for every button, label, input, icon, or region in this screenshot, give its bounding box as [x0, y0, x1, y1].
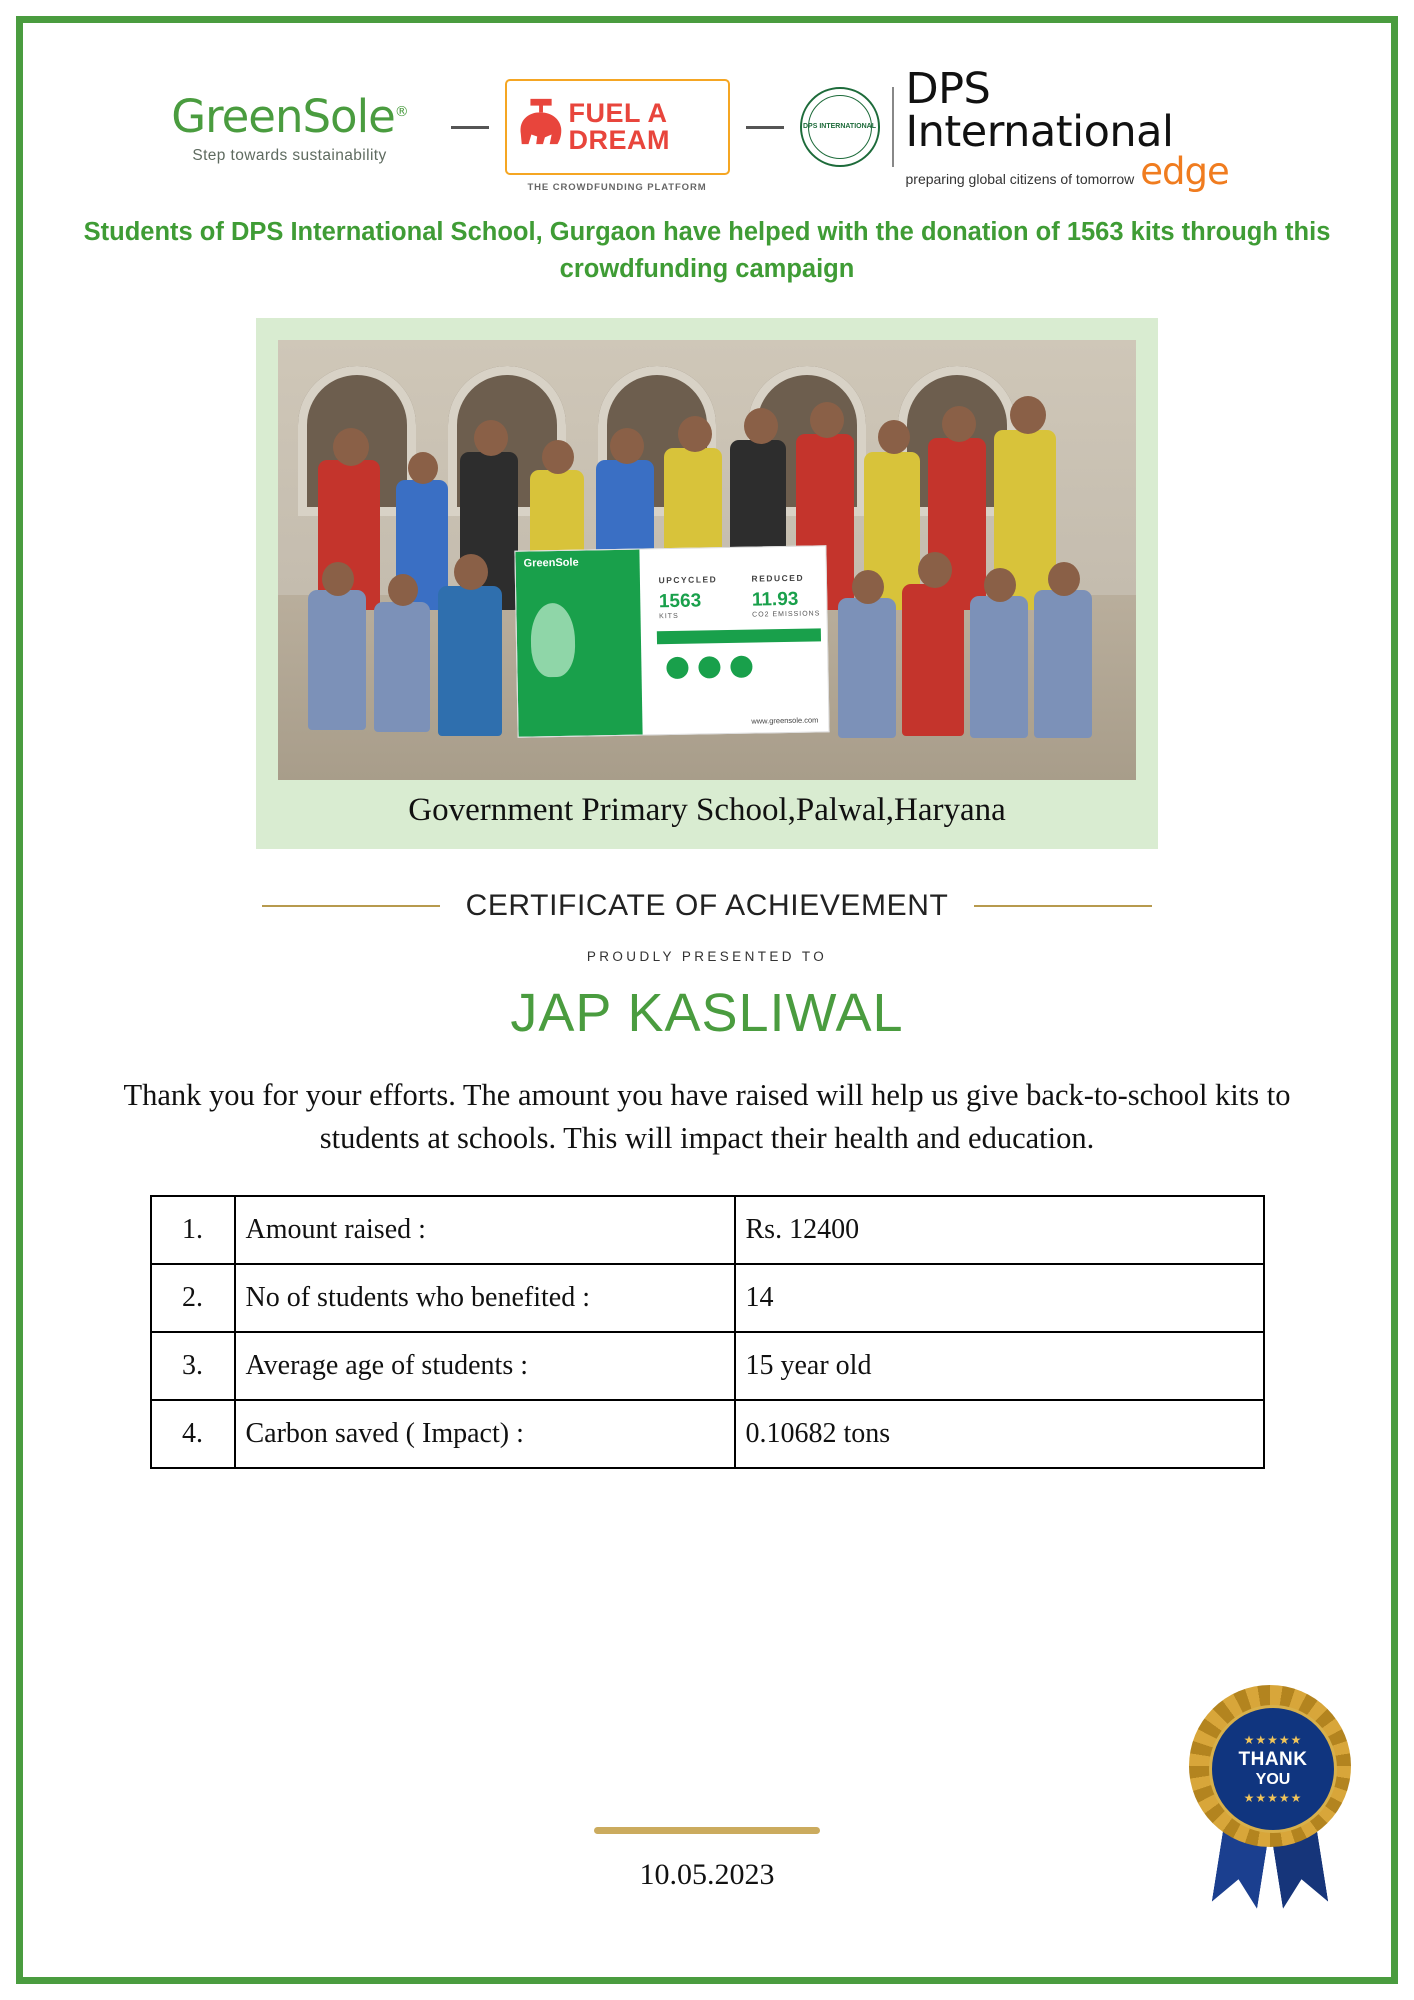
dps-edge-mark: edge — [1140, 149, 1229, 193]
logo-separator-dash-icon-2 — [746, 126, 784, 129]
details-table — [150, 1195, 1265, 1469]
photo-person-head — [678, 416, 712, 452]
banner-icon-1 — [666, 657, 688, 679]
photo-child-head — [322, 562, 354, 596]
photo-person-head — [744, 408, 778, 444]
photo-child — [902, 584, 964, 736]
certificate-message: Thank you for your efforts. The amount you have raised will help us give back-to-school kits to students at schools. This will impact their health and education. — [123, 1077, 1291, 1156]
issue-date: 10.05.2023 — [639, 1858, 775, 1891]
certificate-title-row — [30, 889, 1384, 923]
dps-crest-icon — [800, 87, 880, 167]
table-row — [151, 1400, 1264, 1468]
photo-child — [308, 590, 366, 730]
fad-line1: FUEL A — [568, 98, 668, 128]
photo-person-head — [878, 420, 910, 454]
dps-logo — [800, 63, 1270, 193]
row-label: Average age of students : — [235, 1332, 735, 1400]
banner-stat-co2 — [752, 588, 821, 618]
row-label: No of students who benefited : — [235, 1264, 735, 1332]
row-number: 1. — [151, 1196, 235, 1264]
banner-kits-label: KITS — [659, 612, 679, 621]
dps-name: DPS International — [905, 63, 1174, 157]
fuel-a-dream-logo — [505, 79, 730, 193]
photo-person-head — [333, 428, 369, 466]
photo-person-head — [810, 402, 844, 438]
title-rule-left — [262, 905, 440, 907]
photo-child-head — [852, 570, 884, 604]
photo-person-head — [474, 420, 508, 456]
photo-child-head — [918, 552, 952, 588]
seal-line1: THANK — [1238, 1749, 1308, 1770]
photo-person-head — [610, 428, 644, 464]
banner-kits-value: 1563 — [658, 590, 702, 613]
photo-panel — [256, 318, 1158, 849]
recipient-name: JAP KASLIWAL — [510, 982, 904, 1043]
banner-stat-kits — [659, 590, 702, 620]
impact-banner — [514, 545, 829, 737]
banner-icon-3 — [730, 656, 752, 678]
registered-mark-icon: ® — [394, 103, 408, 120]
photo-person-head — [942, 406, 976, 442]
photo-child — [1034, 590, 1092, 738]
fad-subtitle: THE CROWDFUNDING PLATFORM — [527, 182, 707, 193]
row-value: Rs. 12400 — [735, 1196, 1264, 1264]
photo-child — [970, 596, 1028, 738]
greensole-tagline: Step towards sustainability — [192, 146, 387, 164]
photo-person-head — [542, 440, 574, 474]
banner-icon-2 — [698, 656, 720, 678]
photo-person-head — [1010, 396, 1046, 434]
certificate-title: CERTIFICATE OF ACHIEVEMENT — [465, 888, 949, 922]
footprint-icon — [530, 603, 575, 678]
dps-tagline: preparing global citizens of tomorrow — [905, 170, 1135, 187]
fad-line2: DREAM — [568, 125, 670, 155]
greensole-name: GreenSole — [171, 89, 395, 143]
photo-caption: Government Primary School,Palwal,Haryana — [408, 791, 1006, 828]
dps-divider — [892, 87, 894, 167]
banner-co2-value: 11.93 — [751, 588, 799, 611]
banner-region-bar — [656, 628, 821, 644]
row-value: 15 year old — [735, 1332, 1264, 1400]
dps-wordmark — [905, 63, 1270, 193]
seal-inner — [1209, 1705, 1337, 1833]
row-label: Carbon saved ( Impact) : — [235, 1400, 735, 1468]
photo-child-head — [1048, 562, 1080, 596]
banner-co2-label: CO2 EMISSIONS — [752, 610, 821, 619]
thank-you-seal — [1182, 1691, 1358, 1906]
presented-to-label: PROUDLY PRESENTED TO — [586, 948, 828, 964]
greensole-logo — [145, 90, 435, 165]
campaign-photo — [278, 340, 1136, 780]
photo-child-head — [388, 574, 418, 606]
photo-person-head — [408, 452, 438, 484]
banner-header-left: UPCYCLED — [658, 574, 718, 586]
photo-child — [374, 602, 430, 732]
photo-child — [438, 586, 502, 736]
banner-icon-set — [666, 656, 752, 679]
row-value: 0.10682 tons — [735, 1400, 1264, 1468]
banner-green-panel — [515, 549, 642, 736]
table-row — [151, 1196, 1264, 1264]
seal-stars-bottom-icon: ★★★★★ — [1243, 1791, 1303, 1805]
row-number: 4. — [151, 1400, 235, 1468]
seal-badge-icon — [1195, 1691, 1345, 1841]
banner-url: www.greensole.com — [751, 715, 819, 726]
dps-crest-text: DPS INTERNATIONAL — [803, 122, 876, 130]
banner-brand: GreenSole — [523, 556, 579, 570]
title-rule-right — [974, 905, 1152, 907]
row-number: 2. — [151, 1264, 235, 1332]
banner-header-right: REDUCED — [751, 572, 805, 584]
certificate-footer — [30, 1688, 1384, 1928]
photo-child-head — [984, 568, 1016, 602]
row-value: 14 — [735, 1264, 1264, 1332]
photo-child — [838, 598, 896, 738]
table-row — [151, 1264, 1264, 1332]
row-number: 3. — [151, 1332, 235, 1400]
row-label: Amount raised : — [235, 1196, 735, 1264]
partner-logo-row — [30, 63, 1384, 193]
logo-separator-dash-icon — [451, 126, 489, 129]
date-divider — [594, 1827, 820, 1834]
greensole-wordmark — [171, 90, 408, 143]
campaign-headline: Students of DPS International School, Gurgaon have helped with the donation of 1563 kits through this crowdfunding campaign — [83, 218, 1331, 283]
fuel-a-dream-wordmark — [569, 100, 671, 154]
seal-line2: YOU — [1255, 1771, 1291, 1788]
photo-child-head — [454, 554, 488, 590]
seal-stars-top-icon: ★★★★★ — [1243, 1733, 1303, 1747]
elephant-icon — [513, 95, 571, 149]
certificate-content — [30, 30, 1384, 1970]
table-row — [151, 1332, 1264, 1400]
